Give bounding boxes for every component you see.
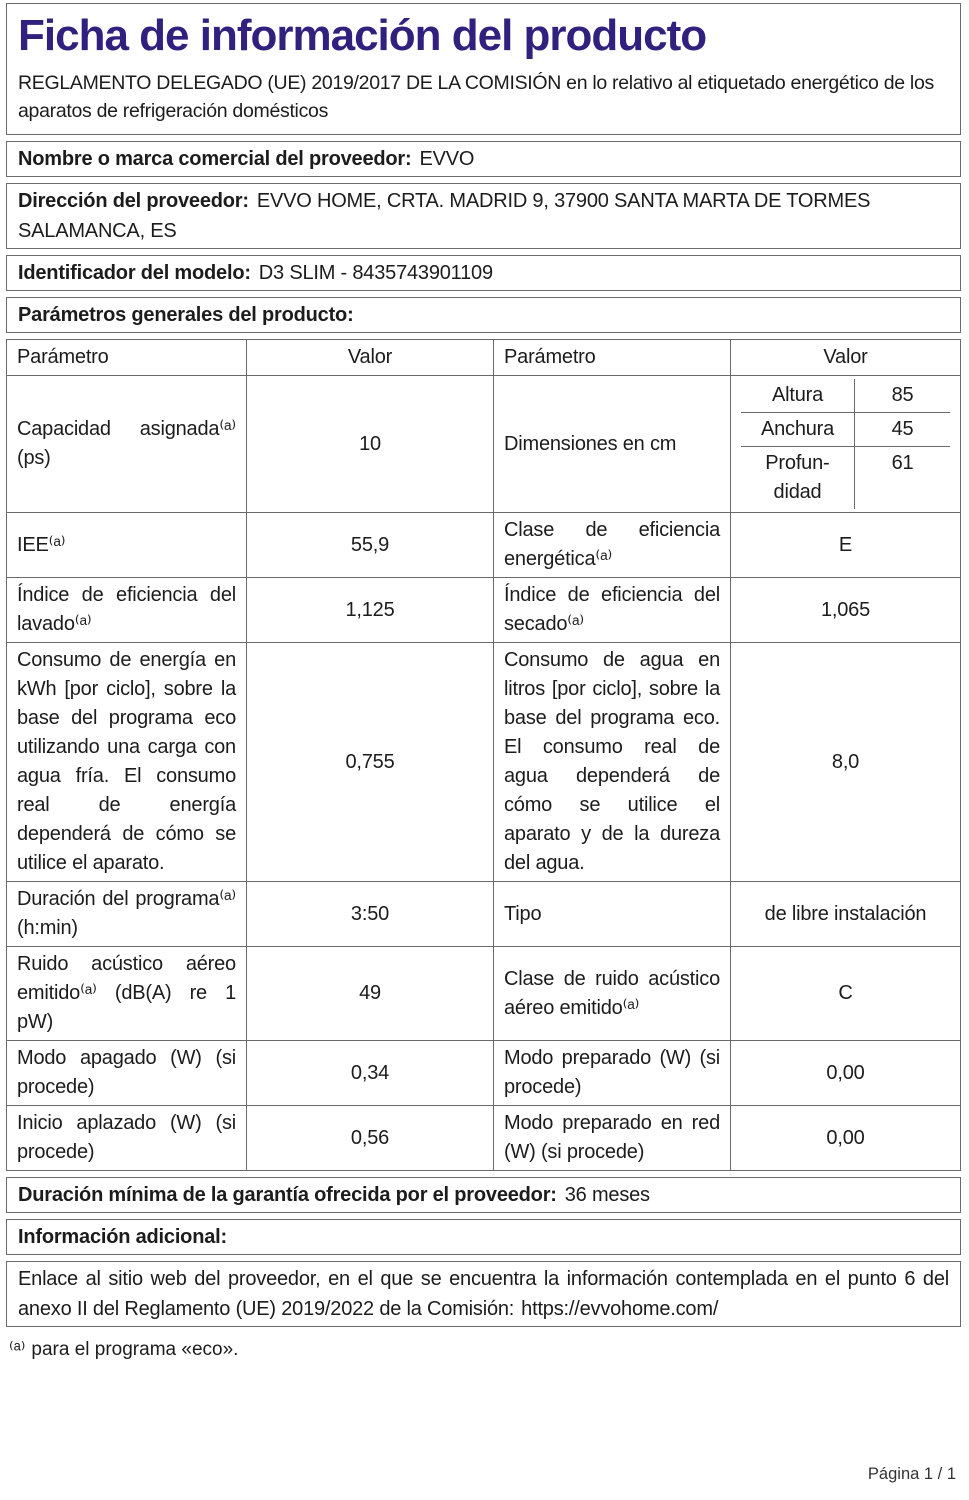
dimension-label-anchura: Anchura	[741, 413, 855, 447]
additional-info-label: Información adicional:	[18, 1226, 227, 1248]
additional-info-heading-row	[6, 1219, 961, 1255]
value-wash-index: 1,125	[247, 578, 494, 643]
param-dry-index: Índice de eficiencia del secado⁽ᵃ⁾	[494, 578, 731, 643]
page-title: Ficha de información del producto	[18, 11, 707, 60]
header-valor-left: Valor	[247, 340, 494, 376]
param-capacity: Capacidad asignada⁽ᵃ⁾ (ps)	[7, 376, 247, 513]
param-off-mode: Modo apagado (W) (si procede)	[7, 1041, 247, 1106]
value-type: de libre instalación	[731, 882, 961, 947]
row-capacity-dimensions	[7, 376, 961, 513]
value-water-consumption: 8,0	[731, 643, 961, 882]
param-type: Tipo	[494, 882, 731, 947]
model-identifier-value: D3 SLIM - 8435743901109	[258, 262, 493, 284]
value-program-duration: 3:50	[247, 882, 494, 947]
supplier-address-value: EVVO HOME, CRTA. MADRID 9, 37900 SANTA MARTA DE TORMES SALAMANCA, ES	[18, 190, 871, 242]
row-wash-dry-index	[7, 578, 961, 643]
model-identifier-row	[6, 255, 961, 291]
regulation-text: REGLAMENTO DELEGADO (UE) 2019/2017 DE LA COMISIÓN en lo relativo al etiquetado energético de los aparatos de refrigeración domésticos	[18, 72, 934, 122]
value-noise-class: C	[731, 947, 961, 1041]
value-standby-mode: 0,00	[731, 1041, 961, 1106]
supplier-name-value: EVVO	[419, 148, 475, 170]
value-energy-class: E	[731, 513, 961, 578]
value-off-mode: 0,34	[247, 1041, 494, 1106]
warranty-label: Duración mínima de la garantía ofrecida por el proveedor:	[18, 1184, 557, 1206]
value-iee: 55,9	[247, 513, 494, 578]
value-noise: 49	[247, 947, 494, 1041]
header-valor-right: Valor	[731, 340, 961, 376]
row-delay-network-mode	[7, 1106, 961, 1171]
row-noise	[7, 947, 961, 1041]
footnote-marker: ⁽ᵃ⁾	[9, 1339, 26, 1360]
param-water-consumption: Consumo de agua en litros [por ciclo], sobre la base del programa eco. El consumo real de agua dependerá de cómo se utilice el aparato y de la dureza del agua.	[494, 643, 731, 882]
row-iee-energy-class	[7, 513, 961, 578]
value-energy-consumption: 0,755	[247, 643, 494, 882]
table-header-row	[7, 340, 961, 376]
param-noise: Ruido acústico aéreo emitido⁽ᵃ⁾ (dB(A) re 1 pW)	[7, 947, 247, 1041]
dimensions-nested-table	[731, 376, 961, 513]
dimension-value-anchura: 45	[855, 413, 950, 447]
model-identifier-label: Identificador del modelo:	[18, 262, 251, 284]
general-parameters-label: Parámetros generales del producto:	[18, 304, 354, 326]
param-wash-index: Índice de eficiencia del lavado⁽ᵃ⁾	[7, 578, 247, 643]
supplier-link-row	[6, 1261, 961, 1327]
dimension-label-altura: Altura	[741, 379, 855, 413]
header-parametro-right: Parámetro	[494, 340, 731, 376]
header-section	[6, 3, 961, 135]
param-energy-consumption: Consumo de energía en kWh [por ciclo], sobre la base del programa eco utilizando una carga con agua fría. El consumo real de energía dependerá de cómo se utilice el aparato.	[7, 643, 247, 882]
supplier-link-text: Enlace al sitio web del proveedor, en el que se encuentra la información contemplada en el punto 6 del anexo II del Reglamento (UE) 2019/2022 de la Comisión:	[18, 1268, 949, 1320]
dimension-value-profundidad: 61	[891, 452, 914, 474]
param-delay-start: Inicio aplazado (W) (si procede)	[7, 1106, 247, 1171]
row-off-standby-mode	[7, 1041, 961, 1106]
parameters-table	[6, 339, 961, 1171]
param-networked-standby: Modo preparado en red (W) (si procede)	[494, 1106, 731, 1171]
value-networked-standby: 0,00	[731, 1106, 961, 1171]
supplier-name-label: Nombre o marca comercial del proveedor:	[18, 148, 412, 170]
row-energy-water-consumption	[7, 643, 961, 882]
warranty-value: 36 meses	[564, 1184, 650, 1206]
dimension-value-altura: 85	[855, 379, 950, 413]
row-duration-type	[7, 882, 961, 947]
dimension-label-profundidad: Profundidad	[741, 447, 855, 509]
param-standby-mode: Modo preparado (W) (si procede)	[494, 1041, 731, 1106]
supplier-name-row	[6, 141, 961, 177]
supplier-address-label: Dirección del proveedor:	[18, 190, 249, 212]
header-parametro-left: Parámetro	[7, 340, 247, 376]
param-program-duration: Duración del programa⁽ᵃ⁾ (h:min)	[7, 882, 247, 947]
document-body	[6, 3, 961, 1363]
value-dry-index: 1,065	[731, 578, 961, 643]
supplier-address-row	[6, 183, 961, 249]
value-capacity: 10	[247, 376, 494, 513]
warranty-row	[6, 1177, 961, 1213]
value-delay-start: 0,56	[247, 1106, 494, 1171]
footnote	[9, 1337, 961, 1363]
param-iee: IEE⁽ᵃ⁾	[7, 513, 247, 578]
param-dimensions: Dimensiones en cm	[494, 376, 731, 513]
footnote-text: para el programa «eco».	[31, 1339, 239, 1360]
supplier-website-link[interactable]: https://evvohome.com/	[521, 1298, 719, 1320]
param-noise-class: Clase de ruido acústico aéreo emitido⁽ᵃ⁾	[494, 947, 731, 1041]
param-energy-class: Clase de eficiencia energética⁽ᵃ⁾	[494, 513, 731, 578]
general-parameters-heading-row	[6, 297, 961, 333]
page-number: Página 1 / 1	[867, 1465, 956, 1483]
